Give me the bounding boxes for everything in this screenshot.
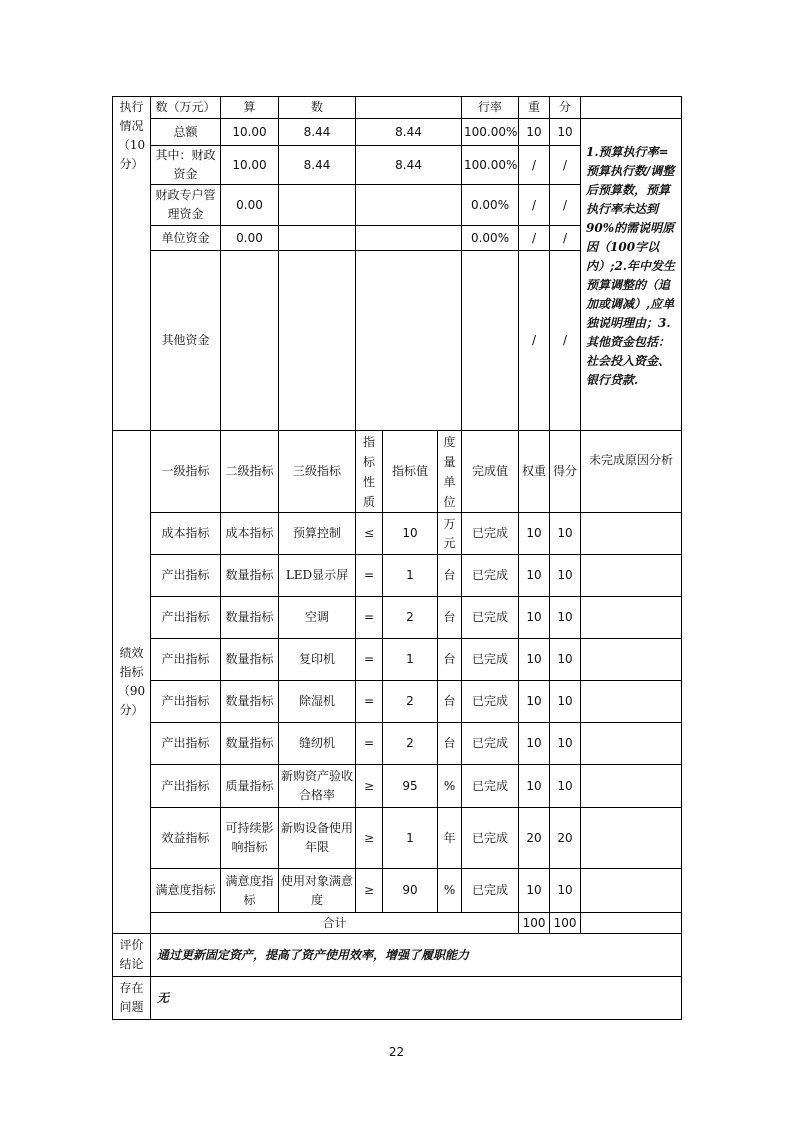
budget-header-cell: 分 xyxy=(550,97,581,119)
budget-row-name: 单位资金 xyxy=(151,226,221,251)
perf-weight: 10 xyxy=(519,513,550,555)
perf-header-cell: 二级指标 xyxy=(221,431,279,513)
perf-l1: 产出指标 xyxy=(151,681,221,723)
perf-l2: 数量指标 xyxy=(221,639,279,681)
budget-note: 1.预算执行率=预算执行数/调整后预算数，预算执行率未达到90%的需说明原因（100字以内）;2.年中发生预算调整的（追加或调减）,应单独说明理由；3.其他资金包括：社会投入资金、银行贷款. xyxy=(581,119,682,431)
perf-score: 10 xyxy=(550,765,581,808)
budget-row-rate: 0.00% xyxy=(462,226,519,251)
perf-reason xyxy=(581,681,682,723)
perf-reason xyxy=(581,723,682,765)
perf-weight: 10 xyxy=(519,723,550,765)
evaluation-row xyxy=(113,934,682,977)
perf-done: 已完成 xyxy=(462,597,519,639)
budget-row-weight: / xyxy=(519,226,550,251)
total-label: 合计 xyxy=(151,913,519,934)
perf-done: 已完成 xyxy=(462,513,519,555)
budget-row-a: 0.00 xyxy=(221,185,279,226)
budget-row-score: / xyxy=(550,226,581,251)
total-weight: 100 xyxy=(519,913,550,934)
budget-header-cell xyxy=(356,97,462,119)
budget-header-cell: 算 xyxy=(221,97,279,119)
perf-l1: 效益指标 xyxy=(151,808,221,869)
budget-row-rate: 100.00% xyxy=(462,146,519,185)
perf-l2: 质量指标 xyxy=(221,765,279,808)
perf-score: 10 xyxy=(550,555,581,597)
perf-weight: 10 xyxy=(519,869,550,913)
perf-row xyxy=(113,723,682,765)
budget-row-score: / xyxy=(550,146,581,185)
perf-unit: 年 xyxy=(438,808,462,869)
perf-l3: 新购设备使用年限 xyxy=(279,808,356,869)
perf-reason xyxy=(581,555,682,597)
budget-row-b xyxy=(279,226,356,251)
perf-score: 10 xyxy=(550,723,581,765)
perf-unit: % xyxy=(438,765,462,808)
budget-row-rate: 0.00% xyxy=(462,185,519,226)
budget-row-weight: 10 xyxy=(519,119,550,146)
perf-l3: 新购资产验收合格率 xyxy=(279,765,356,808)
budget-row-c: 8.44 xyxy=(356,119,462,146)
budget-row-weight: / xyxy=(519,185,550,226)
perf-row xyxy=(113,681,682,723)
perf-l1: 产出指标 xyxy=(151,723,221,765)
perf-unit: 台 xyxy=(438,597,462,639)
budget-row-rate: 100.00% xyxy=(462,119,519,146)
budget-header-cell: 重 xyxy=(519,97,550,119)
perf-reason xyxy=(581,808,682,869)
budget-row-c xyxy=(356,251,462,431)
budget-header-cell xyxy=(581,97,682,119)
issues-label: 存在问题 xyxy=(113,977,151,1020)
perf-nature: = xyxy=(356,597,383,639)
perf-l2: 数量指标 xyxy=(221,597,279,639)
perf-done: 已完成 xyxy=(462,808,519,869)
budget-row-name: 其中：财政资金 xyxy=(151,146,221,185)
total-score: 100 xyxy=(550,913,581,934)
budget-row-b: 8.44 xyxy=(279,119,356,146)
evaluation-text: 通过更新固定资产，提高了资产使用效率，增强了履职能力 xyxy=(151,934,682,977)
perf-section-label: 绩效指标（90分） xyxy=(113,431,151,934)
perf-value: 2 xyxy=(383,723,438,765)
perf-value: 2 xyxy=(383,597,438,639)
budget-row-score: / xyxy=(550,185,581,226)
perf-reason xyxy=(581,513,682,555)
perf-reason xyxy=(581,765,682,808)
perf-l3: LED显示屏 xyxy=(279,555,356,597)
perf-nature: ≥ xyxy=(356,808,383,869)
budget-row-name: 其他资金 xyxy=(151,251,221,431)
perf-score: 10 xyxy=(550,869,581,913)
budget-section xyxy=(113,97,682,431)
budget-row-b: 8.44 xyxy=(279,146,356,185)
perf-weight: 10 xyxy=(519,681,550,723)
perf-unit: 万元 xyxy=(438,513,462,555)
issues-row xyxy=(113,977,682,1020)
perf-value: 1 xyxy=(383,555,438,597)
perf-done: 已完成 xyxy=(462,555,519,597)
issues-text: 无 xyxy=(151,977,682,1020)
budget-row-rate xyxy=(462,251,519,431)
perf-header-cell: 一级指标 xyxy=(151,431,221,513)
perf-nature: = xyxy=(356,639,383,681)
perf-score: 10 xyxy=(550,597,581,639)
perf-reason xyxy=(581,597,682,639)
perf-done: 已完成 xyxy=(462,639,519,681)
budget-row-b xyxy=(279,251,356,431)
perf-nature: ≤ xyxy=(356,513,383,555)
perf-weight: 10 xyxy=(519,639,550,681)
evaluation-label: 评价结论 xyxy=(113,934,151,977)
perf-l2: 满意度指标 xyxy=(221,869,279,913)
conclusion-section xyxy=(113,934,682,1020)
perf-value: 95 xyxy=(383,765,438,808)
perf-header-cell: 未完成原因分析 xyxy=(581,431,682,513)
perf-done: 已完成 xyxy=(462,681,519,723)
perf-header-cell: 权重 xyxy=(519,431,550,513)
perf-done: 已完成 xyxy=(462,869,519,913)
perf-value: 90 xyxy=(383,869,438,913)
budget-row-a: 10.00 xyxy=(221,146,279,185)
perf-l1: 产出指标 xyxy=(151,597,221,639)
perf-header-cell: 三级指标 xyxy=(279,431,356,513)
perf-l1: 成本指标 xyxy=(151,513,221,555)
perf-l3: 使用对象满意度 xyxy=(279,869,356,913)
perf-score: 10 xyxy=(550,513,581,555)
total-reason xyxy=(581,913,682,934)
page-number: 22 xyxy=(388,1045,405,1059)
perf-l3: 预算控制 xyxy=(279,513,356,555)
perf-nature: = xyxy=(356,555,383,597)
budget-row-name: 财政专户管理资金 xyxy=(151,185,221,226)
budget-row-a: 10.00 xyxy=(221,119,279,146)
budget-row-weight: / xyxy=(519,146,550,185)
perf-row xyxy=(113,555,682,597)
budget-row-weight: / xyxy=(519,251,550,431)
perf-done: 已完成 xyxy=(462,765,519,808)
budget-row-a xyxy=(221,251,279,431)
perf-row xyxy=(113,808,682,869)
perf-header-cell: 指标值 xyxy=(383,431,438,513)
perf-reason xyxy=(581,869,682,913)
budget-row-score: 10 xyxy=(550,119,581,146)
perf-row xyxy=(113,513,682,555)
perf-l2: 数量指标 xyxy=(221,681,279,723)
perf-l3: 除湿机 xyxy=(279,681,356,723)
perf-l3: 空调 xyxy=(279,597,356,639)
perf-weight: 20 xyxy=(519,808,550,869)
perf-weight: 10 xyxy=(519,765,550,808)
perf-section xyxy=(113,431,682,934)
perf-l2: 数量指标 xyxy=(221,555,279,597)
perf-l3: 复印机 xyxy=(279,639,356,681)
budget-row-a: 0.00 xyxy=(221,226,279,251)
perf-unit: 台 xyxy=(438,639,462,681)
total-row xyxy=(113,913,682,934)
perf-l3: 缝纫机 xyxy=(279,723,356,765)
perf-value: 2 xyxy=(383,681,438,723)
perf-l2: 成本指标 xyxy=(221,513,279,555)
budget-row-c xyxy=(356,185,462,226)
perf-l1: 产出指标 xyxy=(151,555,221,597)
perf-nature: = xyxy=(356,681,383,723)
perf-row xyxy=(113,597,682,639)
perf-row xyxy=(113,869,682,913)
perf-row xyxy=(113,765,682,808)
perf-unit: 台 xyxy=(438,681,462,723)
perf-done: 已完成 xyxy=(462,723,519,765)
perf-value: 1 xyxy=(383,639,438,681)
budget-row-score: / xyxy=(550,251,581,431)
perf-header-row xyxy=(113,431,682,513)
perf-row xyxy=(113,639,682,681)
budget-section-label: 执行情况（10分） xyxy=(113,97,151,431)
perf-nature: ≥ xyxy=(356,765,383,808)
perf-header-cell: 完成值 xyxy=(462,431,519,513)
perf-l1: 满意度指标 xyxy=(151,869,221,913)
perf-unit: 台 xyxy=(438,555,462,597)
perf-score: 10 xyxy=(550,681,581,723)
perf-weight: 10 xyxy=(519,597,550,639)
perf-header-cell: 得分 xyxy=(550,431,581,513)
budget-row-c xyxy=(356,226,462,251)
perf-score: 20 xyxy=(550,808,581,869)
budget-header-row xyxy=(113,97,682,119)
performance-table xyxy=(112,96,682,1020)
budget-row-name: 总额 xyxy=(151,119,221,146)
perf-reason xyxy=(581,639,682,681)
perf-weight: 10 xyxy=(519,555,550,597)
perf-header-cell: 度量单位 xyxy=(438,431,462,513)
perf-nature: ≥ xyxy=(356,869,383,913)
budget-row-b xyxy=(279,185,356,226)
budget-row-c: 8.44 xyxy=(356,146,462,185)
perf-header-cell: 指标性质 xyxy=(356,431,383,513)
perf-unit: 台 xyxy=(438,723,462,765)
budget-header-cell: 数 xyxy=(279,97,356,119)
perf-value: 1 xyxy=(383,808,438,869)
perf-value: 10 xyxy=(383,513,438,555)
budget-header-cell: 数（万元） xyxy=(151,97,221,119)
perf-unit: % xyxy=(438,869,462,913)
perf-score: 10 xyxy=(550,639,581,681)
budget-row xyxy=(113,119,682,146)
perf-l1: 产出指标 xyxy=(151,639,221,681)
budget-header-cell: 行率 xyxy=(462,97,519,119)
perf-nature: = xyxy=(356,723,383,765)
perf-l2: 数量指标 xyxy=(221,723,279,765)
perf-l1: 产出指标 xyxy=(151,765,221,808)
perf-l2: 可持续影响指标 xyxy=(221,808,279,869)
